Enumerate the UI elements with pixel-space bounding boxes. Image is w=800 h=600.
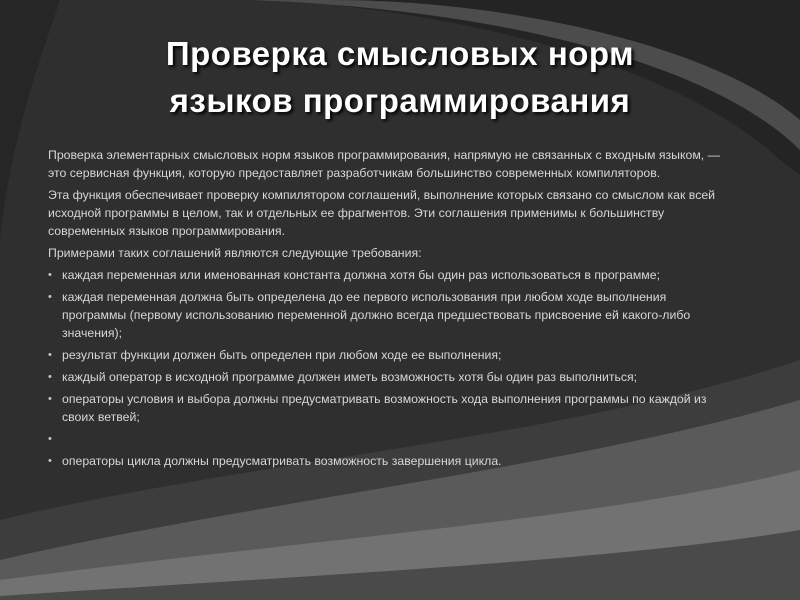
list-item-text: каждая переменная должна быть определена до ее первого использования при любом ходе выполнения программы (первому использованию переменной должно всегда предшествовать присвоение ей какого-либо значения); xyxy=(62,290,691,340)
slide-title xyxy=(40,30,760,124)
paragraph-examples-lead: Примерами таких соглашений являются следующие требования: xyxy=(48,246,422,260)
paragraph-function: Эта функция обеспечивает проверку компилятором соглашений, выполнение которых связано со смыслом как всей исходной программы в целом, так и отдельных ее фрагментов. Эти соглашения применимы к большинству современных языков программирования. xyxy=(48,188,716,238)
list-item-text: каждый оператор в исходной программе должен иметь возможность хотя бы один раз выполниться; xyxy=(62,370,638,384)
bullet-icon: • xyxy=(48,291,52,303)
paragraph-intro: Проверка элементарных смысловых норм языков программирования, напрямую не связанных с входным языком, — это сервисная функция, которую предоставляет разработчикам большинство современных компиляторов. xyxy=(48,148,720,180)
bullet-icon: • xyxy=(48,269,52,281)
list-item xyxy=(48,390,728,426)
bullet-icon: • xyxy=(48,349,52,361)
list-item-text: операторы цикла должны предусматривать возможность завершения цикла. xyxy=(62,454,502,468)
bullet-icon: • xyxy=(48,433,52,445)
list-item xyxy=(48,346,728,364)
list-item xyxy=(48,452,728,470)
list-item xyxy=(48,368,728,386)
list-item xyxy=(48,430,728,448)
slide-body xyxy=(48,146,728,474)
list-item-text: операторы условия и выбора должны предусматривать возможность хода выполнения программы по каждой из своих ветвей; xyxy=(62,392,707,424)
slide-title-line-2: языков программирования xyxy=(169,82,631,119)
bullet-icon: • xyxy=(48,455,52,467)
bullet-icon: • xyxy=(48,371,52,383)
bullet-icon: • xyxy=(48,393,52,405)
list-item-text: результат функции должен быть определен при любом ходе ее выполнения; xyxy=(62,348,502,362)
slide-title-line-1: Проверка смысловых норм xyxy=(165,35,635,72)
list-item xyxy=(48,266,728,284)
list-item xyxy=(48,288,728,342)
list-item-text: каждая переменная или именованная константа должна хотя бы один раз использоваться в программе; xyxy=(62,268,660,282)
requirements-list xyxy=(48,266,728,470)
